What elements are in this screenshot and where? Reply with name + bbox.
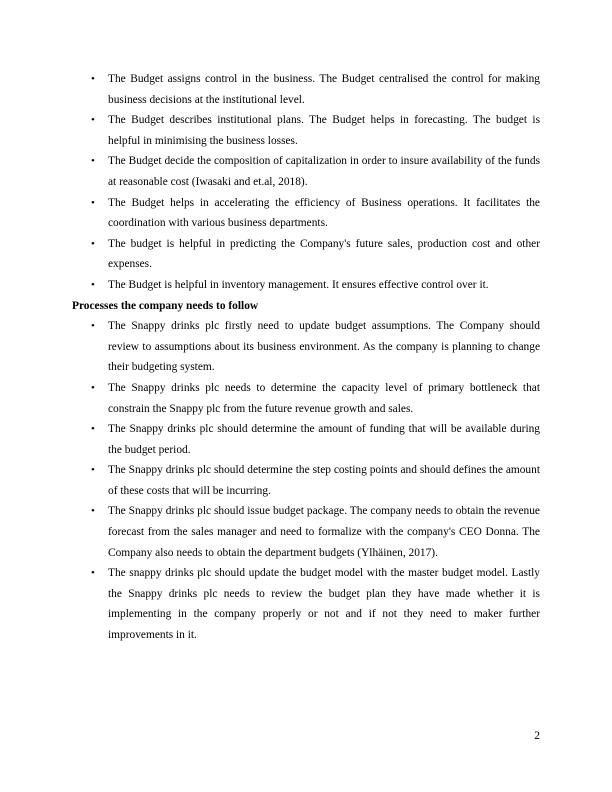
bullet-icon: • (91, 196, 95, 209)
bullet-icon: • (91, 320, 95, 333)
bullet-icon: • (91, 464, 95, 477)
list-item-text: The Snappy drinks plc firstly need to update budget assumptions. The Company should review to assumptions about its business environment. As the company is planning to change their budgeting system. (108, 320, 540, 374)
list-item-text: The Budget helps in accelerating the efficiency of Business operations. It facilitates the coordination with various business departments. (108, 196, 540, 230)
bullet-icon: • (91, 505, 95, 518)
list-item (72, 378, 540, 419)
list-item (72, 501, 540, 563)
bullet-icon: • (91, 381, 95, 394)
bullet-icon: • (91, 237, 95, 250)
page-content (72, 69, 540, 646)
list-item-text: The snappy drinks plc should update the budget model with the master budget model. Lastly the Snappy drinks plc needs to review the budget plan they have made whether it is implementing in the company properly or not and if not they need to maker further improvements in it. (108, 567, 540, 642)
list-item (72, 110, 540, 151)
bullet-icon: • (91, 567, 95, 580)
bullet-icon: • (91, 114, 95, 127)
list-item (72, 563, 540, 645)
budget-benefits-list (72, 69, 540, 296)
list-item-text: The Snappy drinks plc should determine the amount of funding that will be available during the budget period. (108, 423, 540, 456)
list-item-text: The Budget decide the composition of capitalization in order to insure availability of the funds at reasonable cost (Iwasaki and et.al, 2018). (108, 155, 540, 188)
list-item (72, 419, 540, 460)
list-item (72, 193, 540, 234)
list-item (72, 460, 540, 501)
section-heading: Processes the company needs to follow (72, 299, 259, 312)
bullet-icon: • (91, 155, 95, 168)
list-item-text: The budget is helpful in predicting the Company's future sales, production cost and other expenses. (108, 237, 540, 271)
list-item-text: The Budget describes institutional plans. The Budget helps in forecasting. The budget is helpful in minimising the business losses. (108, 114, 540, 147)
bullet-icon: • (91, 73, 95, 85)
list-item (72, 275, 540, 296)
bullet-icon: • (91, 278, 95, 291)
bullet-icon: • (91, 423, 95, 436)
list-item (72, 234, 540, 275)
page-number: 2 (534, 730, 540, 742)
process-steps-list (72, 316, 540, 646)
list-item (72, 151, 540, 192)
list-item-text: The Budget is helpful in inventory management. It ensures effective control over it. (108, 278, 489, 291)
list-item-text: The Snappy drinks plc should determine the step costing points and should defines the amount of these costs that will be incurring. (108, 464, 540, 497)
list-item (72, 316, 540, 378)
list-item-text: The Snappy drinks plc should issue budget package. The company needs to obtain the revenue forecast from the sales manager and need to formalize with the company's CEO Donna. The Company also needs to obtain the department budgets (Ylhäinen, 2017). (108, 505, 540, 559)
list-item-text: The Snappy drinks plc needs to determine the capacity level of primary bottleneck that constrain the Snappy plc from the future revenue growth and sales. (108, 381, 540, 415)
list-item-text: The Budget assigns control in the business. The Budget centralised the control for making business decisions at the institutional level. (108, 73, 540, 106)
list-item (72, 69, 540, 110)
